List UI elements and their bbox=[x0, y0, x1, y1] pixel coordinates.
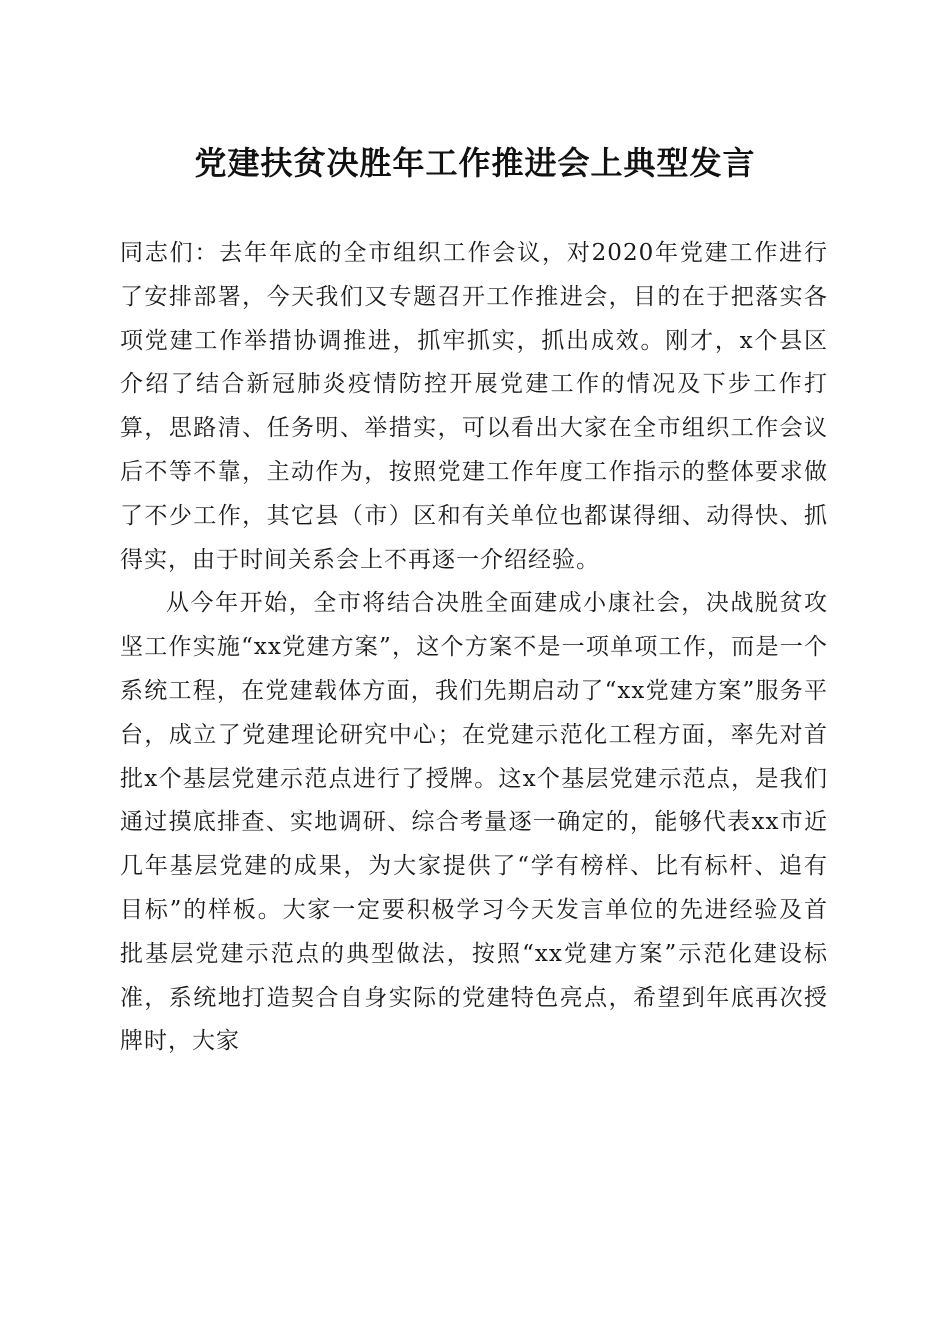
paragraph-2: 从今年开始，全市将结合决胜全面建成小康社会，决战脱贫攻坚工作实施“xx党建方案”，这个方案不是一项单项工作，而是一个系统工程，在党建载体方面，我们先期启动了“xx党建方案”服务平台，成立了党建理论研究中心；在党建示范化工程方面，率先对首批x个基层党建示范点进行了授牌。这x个基层党建示范点，是我们通过摸底排查、实地调研、综合考量逐一确定的，能够代表xx市近几年基层党建的成果，为大家提供了“学有榜样、比有标杆、追有目标”的样板。大家一定要积极学习今天发言单位的先进经验及首批基层党建示范点的典型做法，按照“xx党建方案”示范化建设标准，系统地打造契合自身实际的党建特色亮点，希望到年底再次授牌时，大家 bbox=[120, 590, 828, 1055]
document-body bbox=[120, 232, 828, 1064]
paragraph-1: 同志们：去年年底的全市组织工作会议，对2020年党建工作进行了安排部署，今天我们又专题召开工作推进会，目的在于把落实各项党建工作举措协调推进，抓牢抓实，抓出成效。刚才，x个县区介绍了结合新冠肺炎疫情防控开展党建工作的情况及下步工作打算，思路清、任务明、举措实，可以看出大家在全市组织工作会议后不等不靠，主动作为，按照党建工作年度工作指示的整体要求做了不少工作，其它县（市）区和有关单位也都谋得细、动得快、抓得实，由于时间关系会上不再逐一介绍经验。 bbox=[120, 240, 828, 573]
document-title: 党建扶贫决胜年工作推进会上典型发言 bbox=[194, 144, 756, 182]
